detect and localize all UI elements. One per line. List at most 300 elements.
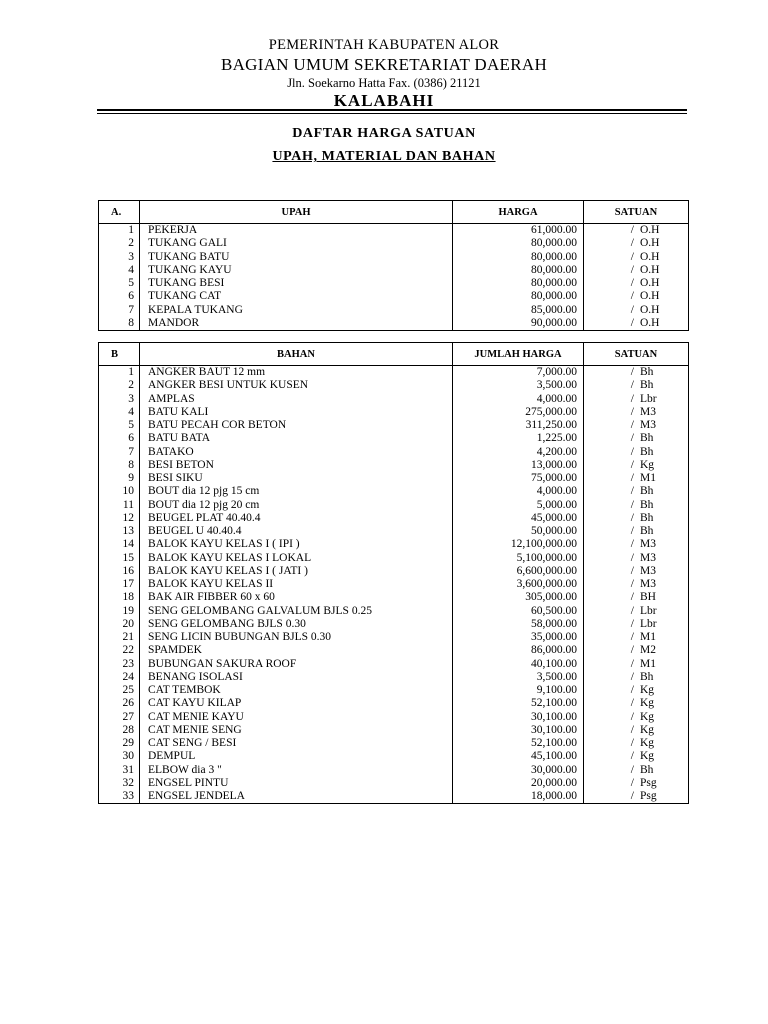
item-unit-cell	[584, 658, 689, 671]
item-price: 12,100,000.00	[453, 538, 584, 551]
row-number: 17	[99, 578, 140, 591]
item-unit: O.H	[640, 263, 660, 276]
item-unit-cell	[584, 264, 689, 277]
item-unit-cell	[584, 737, 689, 750]
item-unit: O.H	[640, 290, 660, 303]
item-unit-cell	[584, 237, 689, 250]
unit-separator: /	[630, 697, 634, 710]
row-number: 3	[99, 251, 140, 264]
item-unit-cell	[584, 277, 689, 290]
letterhead-city: KALABAHI	[333, 91, 435, 110]
item-price: 4,000.00	[453, 393, 584, 406]
row-number: 20	[99, 618, 140, 631]
item-price: 85,000.00	[453, 304, 584, 317]
item-unit: M3	[640, 551, 656, 564]
item-price: 80,000.00	[453, 277, 584, 290]
item-unit: O.H	[640, 303, 660, 316]
item-unit: O.H	[640, 224, 660, 236]
item-unit-cell	[584, 459, 689, 472]
unit-separator: /	[630, 263, 634, 276]
table-row	[99, 764, 689, 777]
table-row	[99, 552, 689, 565]
item-unit-cell	[584, 697, 689, 710]
unit-separator: /	[630, 564, 634, 577]
item-price: 3,500.00	[453, 671, 584, 684]
item-unit-cell	[584, 317, 689, 331]
item-price: 45,000.00	[453, 512, 584, 525]
item-name: MANDOR	[140, 317, 453, 331]
item-name: BENANG ISOLASI	[140, 671, 453, 684]
item-unit: Lbr	[640, 392, 657, 405]
item-unit: O.H	[640, 237, 660, 250]
unit-separator: /	[630, 684, 634, 696]
item-price: 7,000.00	[453, 366, 584, 380]
item-price: 90,000.00	[453, 317, 584, 331]
item-name: BALOK KAYU KELAS I ( JATI )	[140, 565, 453, 578]
item-price: 52,100.00	[453, 697, 584, 710]
unit-separator: /	[630, 511, 634, 524]
table-row	[99, 578, 689, 591]
item-unit: Psg	[640, 776, 657, 789]
item-unit-cell	[584, 790, 689, 804]
item-unit: Kg	[640, 737, 655, 749]
unit-separator: /	[630, 303, 634, 316]
material-table-body	[99, 366, 689, 804]
item-unit: O.H	[640, 316, 660, 329]
item-name: ANGKER BESI UNTUK KUSEN	[140, 379, 453, 392]
item-unit: Kg	[640, 710, 655, 723]
row-number: 4	[99, 264, 140, 277]
wage-table	[98, 200, 689, 331]
document-title: DAFTAR HARGA SATUAN	[292, 126, 476, 141]
unit-separator: /	[630, 657, 634, 670]
table-row	[99, 684, 689, 697]
table-row	[99, 565, 689, 578]
item-unit-cell	[584, 671, 689, 684]
item-unit-cell	[584, 224, 689, 238]
row-number: 28	[99, 724, 140, 737]
item-price: 13,000.00	[453, 459, 584, 472]
item-unit-cell	[584, 525, 689, 538]
item-unit: Bh	[640, 511, 654, 524]
item-name: SENG GELOMBANG BJLS 0.30	[140, 618, 453, 631]
table-row	[99, 737, 689, 750]
item-name: BOUT dia 12 pjg 20 cm	[140, 499, 453, 512]
item-unit-cell	[584, 485, 689, 498]
unit-separator: /	[630, 737, 634, 749]
item-unit: Bh	[640, 445, 654, 458]
table-row	[99, 512, 689, 525]
item-unit-cell	[584, 644, 689, 657]
unit-separator: /	[630, 670, 634, 683]
table-row	[99, 499, 689, 512]
item-unit-cell	[584, 406, 689, 419]
item-unit-cell	[584, 538, 689, 551]
unit-separator: /	[630, 316, 634, 329]
item-price: 80,000.00	[453, 237, 584, 250]
row-number: 19	[99, 605, 140, 618]
item-price: 61,000.00	[453, 224, 584, 238]
row-number: 10	[99, 485, 140, 498]
row-number: 16	[99, 565, 140, 578]
material-table	[98, 342, 689, 804]
item-unit-cell	[584, 777, 689, 790]
unit-separator: /	[630, 224, 634, 236]
item-unit-cell	[584, 618, 689, 631]
row-number: 7	[99, 304, 140, 317]
unit-separator: /	[630, 710, 634, 723]
unit-separator: /	[630, 723, 634, 736]
unit-separator: /	[630, 485, 634, 498]
item-price: 40,100.00	[453, 658, 584, 671]
row-number: 13	[99, 525, 140, 538]
table-row	[99, 419, 689, 432]
item-price: 305,000.00	[453, 591, 584, 604]
table-row	[99, 777, 689, 790]
item-name: CAT MENIE KAYU	[140, 711, 453, 724]
col-section-letter: A.	[99, 201, 140, 224]
row-number: 1	[99, 224, 140, 238]
item-unit-cell	[584, 578, 689, 591]
row-number: 6	[99, 432, 140, 445]
item-unit: BH	[640, 591, 656, 604]
item-name: CAT SENG / BESI	[140, 737, 453, 750]
table-row	[99, 290, 689, 303]
item-name: AMPLAS	[140, 393, 453, 406]
item-unit: Lbr	[640, 617, 657, 630]
item-unit: Bh	[640, 498, 654, 511]
item-unit: M3	[640, 564, 656, 577]
item-unit: Bh	[640, 366, 654, 378]
item-price: 5,000.00	[453, 499, 584, 512]
item-unit-cell	[584, 432, 689, 445]
table-row	[99, 472, 689, 485]
item-unit-cell	[584, 684, 689, 697]
letterhead-rule-thin	[97, 113, 687, 114]
item-unit: Kg	[640, 750, 655, 763]
unit-separator: /	[630, 776, 634, 789]
unit-separator: /	[630, 750, 634, 763]
row-number: 18	[99, 591, 140, 604]
row-number: 12	[99, 512, 140, 525]
unit-separator: /	[630, 250, 634, 263]
unit-separator: /	[630, 790, 634, 802]
unit-separator: /	[630, 631, 634, 643]
unit-separator: /	[630, 525, 634, 537]
item-name: BEUGEL PLAT 40.40.4	[140, 512, 453, 525]
item-unit: Lbr	[640, 604, 657, 617]
unit-separator: /	[630, 617, 634, 630]
item-price: 30,000.00	[453, 764, 584, 777]
table-row	[99, 618, 689, 631]
unit-separator: /	[630, 498, 634, 511]
item-price: 60,500.00	[453, 605, 584, 618]
item-name: BAK AIR FIBBER 60 x 60	[140, 591, 453, 604]
item-price: 52,100.00	[453, 737, 584, 750]
item-name: SENG GELOMBANG GALVALUM BJLS 0.25	[140, 605, 453, 618]
row-number: 11	[99, 499, 140, 512]
row-number: 24	[99, 671, 140, 684]
item-price: 311,250.00	[453, 419, 584, 432]
item-price: 35,000.00	[453, 631, 584, 644]
item-unit: Bh	[640, 763, 654, 776]
wage-table-header	[99, 201, 689, 224]
table-row	[99, 406, 689, 419]
table-row	[99, 237, 689, 250]
item-unit: Kg	[640, 684, 655, 696]
table-row	[99, 724, 689, 737]
item-price: 9,100.00	[453, 684, 584, 697]
letterhead-address: Jln. Soekarno Hatta Fax. (0386) 21121	[287, 76, 481, 90]
item-unit: Bh	[640, 485, 654, 498]
item-unit: M1	[640, 631, 656, 643]
item-unit: O.H	[640, 277, 660, 289]
item-unit: M2	[640, 644, 656, 657]
item-price: 1,225.00	[453, 432, 584, 445]
item-price: 80,000.00	[453, 264, 584, 277]
table-row	[99, 304, 689, 317]
table-row	[99, 631, 689, 644]
item-name: TUKANG KAYU	[140, 264, 453, 277]
table-row	[99, 485, 689, 498]
item-price: 5,100,000.00	[453, 552, 584, 565]
row-number: 27	[99, 711, 140, 724]
item-unit: Kg	[640, 697, 655, 710]
item-name: CAT KAYU KILAP	[140, 697, 453, 710]
item-name: TUKANG BESI	[140, 277, 453, 290]
table-row	[99, 459, 689, 472]
item-name: DEMPUL	[140, 750, 453, 763]
item-unit: M3	[640, 538, 656, 551]
item-price: 75,000.00	[453, 472, 584, 485]
item-name: BOUT dia 12 pjg 15 cm	[140, 485, 453, 498]
row-number: 5	[99, 419, 140, 432]
col-unit: SATUAN	[584, 343, 689, 366]
item-price: 3,600,000.00	[453, 578, 584, 591]
table-row	[99, 317, 689, 331]
table-row	[99, 379, 689, 392]
col-wage-name: UPAH	[140, 201, 453, 224]
item-unit: M3	[640, 578, 656, 590]
item-unit-cell	[584, 472, 689, 485]
item-unit-cell	[584, 251, 689, 264]
table-row	[99, 750, 689, 763]
unit-separator: /	[630, 763, 634, 776]
unit-separator: /	[630, 392, 634, 405]
row-number: 8	[99, 459, 140, 472]
row-number: 6	[99, 290, 140, 303]
unit-separator: /	[630, 405, 634, 418]
item-unit: Kg	[640, 458, 655, 471]
item-price: 4,200.00	[453, 446, 584, 459]
row-number: 9	[99, 472, 140, 485]
unit-separator: /	[630, 432, 634, 445]
unit-separator: /	[630, 578, 634, 590]
letterhead-rule-thick	[97, 109, 687, 111]
item-unit-cell	[584, 605, 689, 618]
item-name: TUKANG BATU	[140, 251, 453, 264]
unit-separator: /	[630, 237, 634, 250]
item-name: BATU BATA	[140, 432, 453, 445]
item-unit-cell	[584, 393, 689, 406]
item-name: ENGSEL PINTU	[140, 777, 453, 790]
item-price: 4,000.00	[453, 485, 584, 498]
item-unit: Kg	[640, 723, 655, 736]
item-unit-cell	[584, 631, 689, 644]
item-name: BATU PECAH COR BETON	[140, 419, 453, 432]
row-number: 14	[99, 538, 140, 551]
unit-separator: /	[630, 379, 634, 392]
letterhead-department: BAGIAN UMUM SEKRETARIAT DAERAH	[220, 55, 548, 74]
item-unit: Psg	[640, 790, 657, 802]
item-unit-cell	[584, 764, 689, 777]
table-row	[99, 264, 689, 277]
row-number: 3	[99, 393, 140, 406]
item-name: ELBOW dia 3 "	[140, 764, 453, 777]
unit-separator: /	[630, 290, 634, 303]
row-number: 8	[99, 317, 140, 331]
unit-separator: /	[630, 604, 634, 617]
col-total-price: JUMLAH HARGA	[453, 343, 584, 366]
table-row	[99, 277, 689, 290]
material-table-header	[99, 343, 689, 366]
item-price: 3,500.00	[453, 379, 584, 392]
row-number: 33	[99, 790, 140, 804]
row-number: 25	[99, 684, 140, 697]
item-price: 6,600,000.00	[453, 565, 584, 578]
table-row	[99, 697, 689, 710]
item-price: 275,000.00	[453, 406, 584, 419]
item-unit: M1	[640, 657, 656, 670]
table-row	[99, 591, 689, 604]
item-unit: M3	[640, 419, 656, 431]
item-unit: O.H	[640, 250, 660, 263]
item-unit-cell	[584, 724, 689, 737]
item-price: 30,100.00	[453, 724, 584, 737]
item-name: SPAMDEK	[140, 644, 453, 657]
item-name: PEKERJA	[140, 224, 453, 238]
table-row	[99, 525, 689, 538]
item-price: 18,000.00	[453, 790, 584, 804]
item-name: BATAKO	[140, 446, 453, 459]
item-unit: Bh	[640, 670, 654, 683]
wage-table-body	[99, 224, 689, 331]
item-price: 45,100.00	[453, 750, 584, 763]
row-number: 21	[99, 631, 140, 644]
item-unit: Bh	[640, 379, 654, 392]
item-name: BALOK KAYU KELAS I ( IPI )	[140, 538, 453, 551]
table-row	[99, 711, 689, 724]
item-unit-cell	[584, 565, 689, 578]
item-name: BATU KALI	[140, 406, 453, 419]
item-unit-cell	[584, 750, 689, 763]
item-price: 86,000.00	[453, 644, 584, 657]
row-number: 4	[99, 406, 140, 419]
row-number: 32	[99, 777, 140, 790]
item-price: 30,100.00	[453, 711, 584, 724]
item-name: BALOK KAYU KELAS II	[140, 578, 453, 591]
unit-separator: /	[630, 472, 634, 484]
table-row	[99, 790, 689, 804]
row-number: 30	[99, 750, 140, 763]
item-price: 20,000.00	[453, 777, 584, 790]
row-number: 1	[99, 366, 140, 380]
item-name: SENG LICIN BUBUNGAN BJLS 0.30	[140, 631, 453, 644]
item-name: BESI SIKU	[140, 472, 453, 485]
table-row	[99, 605, 689, 618]
unit-separator: /	[630, 591, 634, 604]
table-row	[99, 671, 689, 684]
item-unit: M3	[640, 405, 656, 418]
row-number: 5	[99, 277, 140, 290]
item-unit-cell	[584, 366, 689, 380]
item-name: TUKANG GALI	[140, 237, 453, 250]
unit-separator: /	[630, 551, 634, 564]
item-unit-cell	[584, 711, 689, 724]
item-name: KEPALA TUKANG	[140, 304, 453, 317]
table-row	[99, 432, 689, 445]
row-number: 22	[99, 644, 140, 657]
item-name: BALOK KAYU KELAS I LOKAL	[140, 552, 453, 565]
col-price: HARGA	[453, 201, 584, 224]
item-name: ANGKER BAUT 12 mm	[140, 366, 453, 380]
item-unit-cell	[584, 290, 689, 303]
row-number: 7	[99, 446, 140, 459]
item-unit: Bh	[640, 432, 654, 445]
row-number: 29	[99, 737, 140, 750]
unit-separator: /	[630, 445, 634, 458]
item-unit-cell	[584, 304, 689, 317]
item-unit: M1	[640, 472, 656, 484]
item-name: ENGSEL JENDELA	[140, 790, 453, 804]
unit-separator: /	[630, 538, 634, 551]
table-row	[99, 644, 689, 657]
row-number: 26	[99, 697, 140, 710]
item-price: 80,000.00	[453, 290, 584, 303]
unit-separator: /	[630, 419, 634, 431]
letterhead-government: PEMERINTAH KABUPATEN ALOR	[268, 37, 500, 53]
table-row	[99, 366, 689, 380]
row-number: 2	[99, 237, 140, 250]
item-name: TUKANG CAT	[140, 290, 453, 303]
item-unit-cell	[584, 591, 689, 604]
table-row	[99, 251, 689, 264]
item-unit-cell	[584, 512, 689, 525]
item-unit-cell	[584, 446, 689, 459]
unit-separator: /	[630, 366, 634, 378]
document-subtitle: UPAH, MATERIAL DAN BAHAN	[272, 149, 496, 164]
item-unit-cell	[584, 552, 689, 565]
item-name: CAT MENIE SENG	[140, 724, 453, 737]
item-unit-cell	[584, 419, 689, 432]
item-price: 58,000.00	[453, 618, 584, 631]
unit-separator: /	[630, 644, 634, 657]
item-price: 80,000.00	[453, 251, 584, 264]
item-price: 50,000.00	[453, 525, 584, 538]
item-name: BEUGEL U 40.40.4	[140, 525, 453, 538]
row-number: 23	[99, 658, 140, 671]
table-row	[99, 658, 689, 671]
item-name: CAT TEMBOK	[140, 684, 453, 697]
unit-separator: /	[630, 277, 634, 289]
table-row	[99, 224, 689, 238]
col-section-letter: B	[99, 343, 140, 366]
col-unit: SATUAN	[584, 201, 689, 224]
unit-separator: /	[630, 458, 634, 471]
item-unit: Bh	[640, 525, 654, 537]
table-row	[99, 538, 689, 551]
table-row	[99, 446, 689, 459]
